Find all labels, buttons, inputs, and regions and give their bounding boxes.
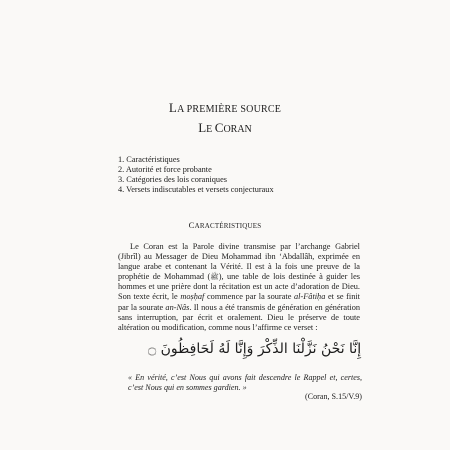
term-al-fatiha: al-Fâtiḥa [294,292,326,302]
body-text-part: commence par la sourate [204,292,295,302]
body-text-part: et se finit par la sourate [118,292,360,312]
verse-translation: « En vérité, c’est Nous qui avons fait descendre le Rappel et, certes, c’est Nous qui en sommes gardien. » [128,373,362,392]
term-moshaf: moṣḥaf [180,292,205,302]
body-text-part: Le Coran est la Parole divine transmise par l’archange Gabriel (Jibrîl) au Messager de Dieu Mohammad ibn ‘Abdallâh, exprimée en langue arabe et contenant la Vérité. Il est à la fois une preuve de la prophétie de Mohammad ( [118,242,360,282]
toc-item: 3. Catégories des lois coraniques [118,175,227,184]
toc-item: 2. Autorité et force probante [118,165,212,174]
body-text-part: . Il nous a été transmis de génération en génération sans interruption, par écrit et oralement. Dieu le préserve de toute altération ou modification, comme nous l’affirme ce verset : [118,302,360,332]
table-of-contents [118,155,274,195]
toc-item: 1. Caractéristiques [118,155,180,164]
chapter-subtitle [0,120,450,136]
body-paragraph [118,242,360,333]
section-heading [0,220,450,230]
term-an-nas: an-Nâs [165,302,190,312]
body-text-part: ), une table de lois destinée à guider les hommes et une prière dont la récitation est un acte d’adoration de Dieu. Son texte écrit, le [118,272,360,302]
subtitle-initial-2: C [214,120,224,135]
subtitle-article: E [206,124,215,135]
honorific-glyph: ﷺ [210,273,219,282]
subtitle-initial: L [198,120,207,135]
section-initial: C [188,220,195,230]
arabic-verse-text: إِنَّا نَحْنُ نَزَّلْنَا الذِّكْرَ وَإِنَّا لَهُ لَحَافِظُونَ ۝ [148,341,362,357]
chapter-title [0,100,450,116]
verse-reference: (Coran, S.15/V.9) [305,392,362,401]
title-initial: L [168,100,178,115]
subtitle-rest: ORAN [223,124,252,135]
title-rest: A PREMIÈRE SOURCE [177,104,282,115]
section-rest: ARACTÉRISTIQUES [194,222,262,230]
arabic-verse [148,340,362,362]
toc-item: 4. Versets indiscutables et versets conjecturaux [118,185,274,194]
